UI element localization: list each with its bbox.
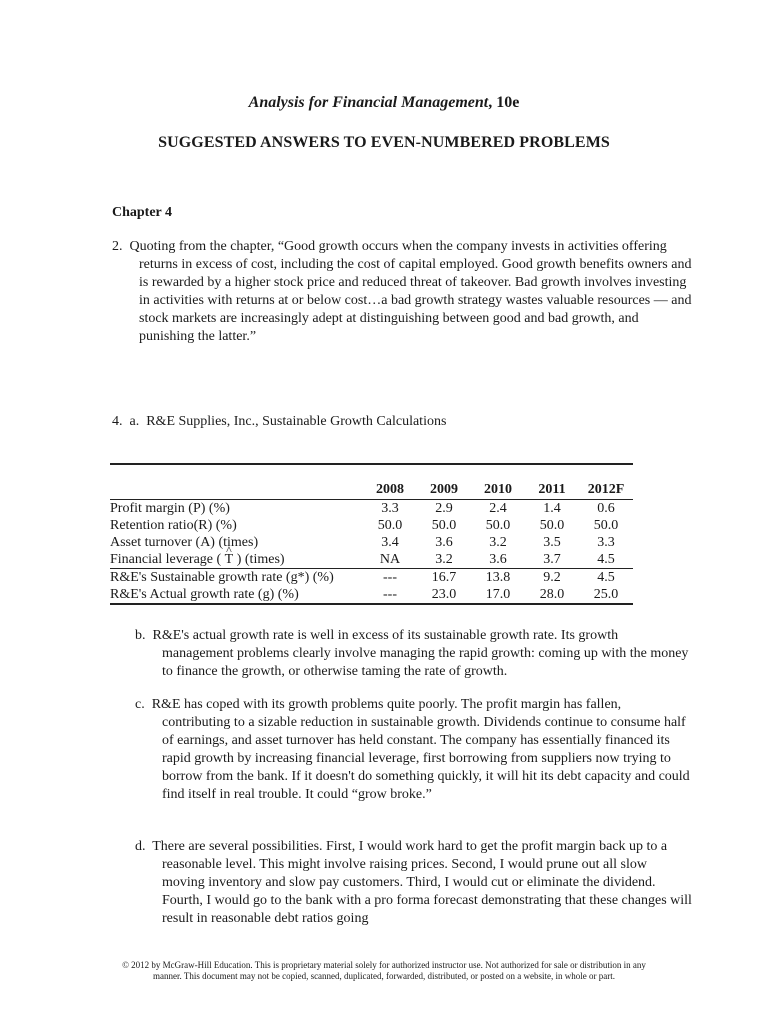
row-label: Asset turnover (A) (times) bbox=[110, 535, 259, 550]
table-cell: 50.0 bbox=[485, 518, 511, 533]
year-header: 2008 bbox=[363, 481, 417, 500]
table-cell: --- bbox=[363, 569, 417, 587]
part-c-label: c. bbox=[135, 697, 145, 712]
part-b-text: R&E's actual growth rate is well in excess of its sustainable growth rate. Its growth management problems clearly involve managing the rapid growth: coming up with the money to finance the growth, or otherwise taming the rate of growth. bbox=[152, 628, 689, 679]
problem-4-heading bbox=[112, 413, 612, 431]
part-d bbox=[135, 838, 692, 928]
t-hat-symbol: ^ T bbox=[225, 551, 234, 568]
row-label: Retention ratio(R) (%) bbox=[110, 518, 237, 533]
table-cell: 50.0 bbox=[539, 518, 565, 533]
row-label: Profit margin (P) (%) bbox=[110, 501, 230, 516]
table-cell: 1.4 bbox=[543, 501, 561, 516]
table-row bbox=[110, 569, 633, 587]
table-cell: NA bbox=[379, 552, 401, 567]
table-cell: 25.0 bbox=[593, 587, 619, 602]
table-cell: 3.3 bbox=[381, 501, 399, 516]
table-cell: 9.2 bbox=[525, 569, 579, 587]
table-cell: 3.2 bbox=[489, 535, 507, 550]
year-header: 2012F bbox=[579, 481, 633, 500]
table-cell: 2.9 bbox=[435, 501, 453, 516]
growth-table bbox=[110, 463, 633, 605]
table-row bbox=[110, 586, 633, 604]
row-label: R&E's Actual growth rate (g) (%) bbox=[110, 587, 299, 602]
table-row bbox=[110, 534, 633, 551]
problem-2-text: Quoting from the chapter, “Good growth occurs when the company invests in activities offering returns in excess of cost, including the cost of capital employed. Good growth benefits owners and is rewarded by a higher stock price and reduced threat of takeover. Bad growth involves investing in activities with returns at or below cost…a bad growth strategy wastes valuable resources — and stock markets are increasingly adept at distinguishing between good and bad growth, and punishing the latter.” bbox=[129, 239, 692, 344]
year-header: 2011 bbox=[525, 481, 579, 500]
table-cell: 23.0 bbox=[431, 587, 457, 602]
row-label bbox=[110, 551, 363, 569]
part-d-label: d. bbox=[135, 839, 146, 854]
table-cell: 13.8 bbox=[471, 569, 525, 587]
edition: , 10e bbox=[488, 94, 520, 111]
row-label-pre: Financial leverage ( bbox=[110, 552, 222, 567]
part-b-label: b. bbox=[135, 628, 146, 643]
document-title bbox=[0, 94, 768, 112]
part-a-title: R&E Supplies, Inc., Sustainable Growth Calculations bbox=[146, 414, 447, 429]
table-cell: 3.6 bbox=[489, 552, 507, 567]
table-row bbox=[110, 500, 633, 518]
table-cell: 3.6 bbox=[435, 535, 453, 550]
row-label: R&E's Sustainable growth rate (g*) (%) bbox=[110, 569, 363, 587]
table-header-blank bbox=[110, 481, 363, 500]
table-cell: 50.0 bbox=[593, 518, 619, 533]
table-cell: 3.2 bbox=[435, 552, 453, 567]
table-cell: --- bbox=[383, 587, 397, 602]
row-label-post: ) (times) bbox=[236, 552, 285, 567]
part-a-label: a. bbox=[129, 414, 140, 429]
problem-2 bbox=[112, 238, 694, 346]
problem-2-number: 2. bbox=[112, 239, 123, 254]
table-cell: 16.7 bbox=[417, 569, 471, 587]
book-title: Analysis for Financial Management bbox=[248, 94, 489, 111]
part-d-text: There are several possibilities. First, I would work hard to get the profit margin back up to a reasonable level. This might involve raising prices. Second, I would prune out all slow moving inventory and slow pay customers. Third, I would cut or eliminate the dividend. Fourth, I would go to the bank with a pro forma forecast demonstrating that these changes will result in reasonable debt ratios going bbox=[152, 839, 692, 926]
table-row bbox=[110, 517, 633, 534]
copyright-footer: © 2012 by McGraw-Hill Education. This is proprietary material solely for authorized instructor use. Not authorized for sale or distribution in any manner. This document may not be copied, scanned, duplicated, forwarded, distributed, or posted on a website, in whole or part. bbox=[122, 960, 646, 981]
table-cell: 0.6 bbox=[597, 501, 615, 516]
year-header: 2010 bbox=[471, 481, 525, 500]
table-cell: 50.0 bbox=[431, 518, 457, 533]
table-cell: 28.0 bbox=[539, 587, 565, 602]
table-cell: 4.5 bbox=[579, 569, 633, 587]
table-row bbox=[110, 551, 633, 569]
document-subtitle: SUGGESTED ANSWERS TO EVEN-NUMBERED PROBLEMS bbox=[158, 134, 610, 151]
table-cell: 3.7 bbox=[543, 552, 561, 567]
table-cell: 4.5 bbox=[597, 552, 615, 567]
part-c-text: R&E has coped with its growth problems quite poorly. The profit margin has fallen, contributing to a sizable reduction in sustainable growth. Dividends continue to consume half of earnings, and asset turnover has held constant. The company has essentially financed its rapid growth by increasing financial leverage, first borrowing from suppliers now trying to borrow from the bank. If it doesn't do something quickly, it will hit its debt capacity and could find itself in real trouble. It could “grow broke.” bbox=[151, 697, 690, 802]
table-cell: 2.4 bbox=[489, 501, 507, 516]
table-cell: 3.5 bbox=[543, 535, 561, 550]
problem-4-number: 4. bbox=[112, 414, 123, 429]
table-cell: 3.4 bbox=[381, 535, 399, 550]
part-b bbox=[135, 627, 692, 681]
table-cell: 3.3 bbox=[597, 535, 615, 550]
table-cell: 17.0 bbox=[485, 587, 511, 602]
table-cell: 50.0 bbox=[377, 518, 403, 533]
year-header: 2009 bbox=[417, 481, 471, 500]
chapter-heading: Chapter 4 bbox=[112, 205, 173, 220]
table-header-row bbox=[110, 481, 633, 500]
part-c bbox=[135, 696, 692, 804]
